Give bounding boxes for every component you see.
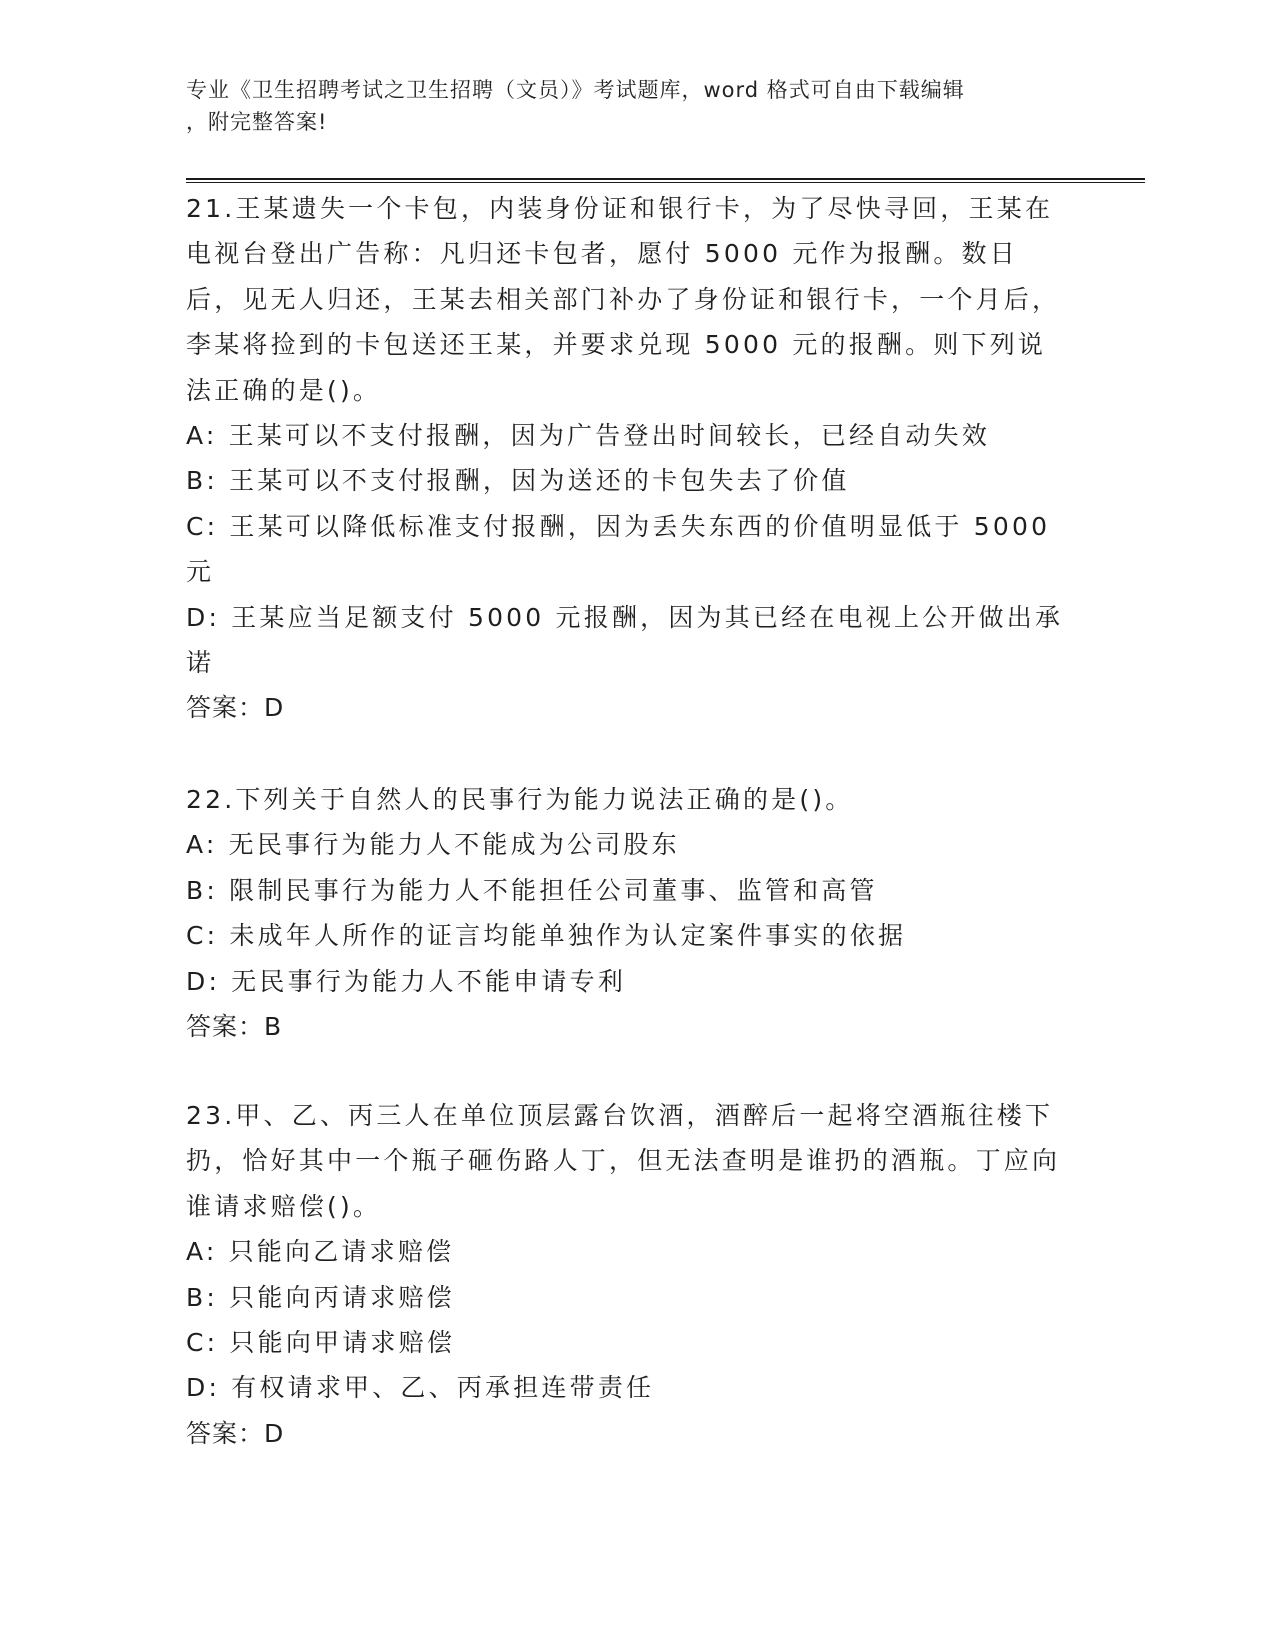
option-c: C: 王某可以降低标准支付报酬，因为丢失东西的价值明显低于 5000 元 (186, 511, 1051, 587)
answer-line (186, 1411, 1066, 1456)
question-22 (186, 777, 1066, 1049)
option-d: D: 王某应当足额支付 5000 元报酬，因为其已经在电视上公开做出承诺 (186, 602, 1064, 678)
question-stem: 23.甲、乙、丙三人在单位顶层露台饮酒，酒醉后一起将空酒瓶往楼下扔，恰好其中一个瓶子砸伤路人丁，但无法查明是谁扔的酒瓶。丁应向谁请求赔偿()。 (186, 1101, 1061, 1221)
question-stem: 22.下列关于自然人的民事行为能力说法正确的是()。 (186, 785, 854, 814)
answer-value: D (264, 1418, 284, 1448)
header-line-1: 专业《卫生招聘考试之卫生招聘（文员）》考试题库，word 格式可自由下载编辑 (186, 78, 965, 102)
option-a: A: 只能向乙请求赔偿 (186, 1237, 455, 1267)
answer-label: 答案： (186, 693, 265, 723)
header-line-2: ，附完整答案! (186, 110, 328, 134)
answer-line (186, 1004, 1066, 1049)
document-header (186, 74, 1066, 138)
question-stem: 21.王某遗失一个卡包，内装身份证和银行卡，为了尽快寻回，王某在电视台登出广告称：凡归还卡包者，愿付 5000 元作为报酬。数日后，见无人归还，王某去相关部门补办了身份证和银行卡，一个月后，李某将捡到的卡包送还王某，并要求兑现 5000 元的报酬。则下列说法正确的是()。 (186, 194, 1061, 405)
option-b: B: 王某可以不支付报酬，因为送还的卡包失去了价值 (186, 466, 850, 496)
header-divider-thick (186, 178, 1145, 180)
answer-value: D (264, 693, 284, 723)
answer-value: B (264, 1012, 282, 1042)
answer-label: 答案： (186, 1418, 265, 1448)
question-21 (186, 186, 1066, 731)
option-d: D: 有权请求甲、乙、丙承担连带责任 (186, 1373, 655, 1403)
header-divider-thin (186, 182, 1145, 183)
option-c: C: 只能向甲请求赔偿 (186, 1328, 456, 1358)
option-a: A: 无民事行为能力人不能成为公司股东 (186, 830, 680, 860)
answer-line (186, 685, 1066, 730)
option-c: C: 未成年人所作的证言均能单独作为认定案件事实的依据 (186, 921, 907, 951)
question-23 (186, 1093, 1066, 1456)
option-a: A: 王某可以不支付报酬，因为广告登出时间较长，已经自动失效 (186, 421, 991, 451)
option-b: B: 只能向丙请求赔偿 (186, 1282, 455, 1312)
answer-label: 答案： (186, 1012, 265, 1042)
option-b: B: 限制民事行为能力人不能担任公司董事、监管和高管 (186, 875, 878, 905)
option-d: D: 无民事行为能力人不能申请专利 (186, 966, 627, 996)
